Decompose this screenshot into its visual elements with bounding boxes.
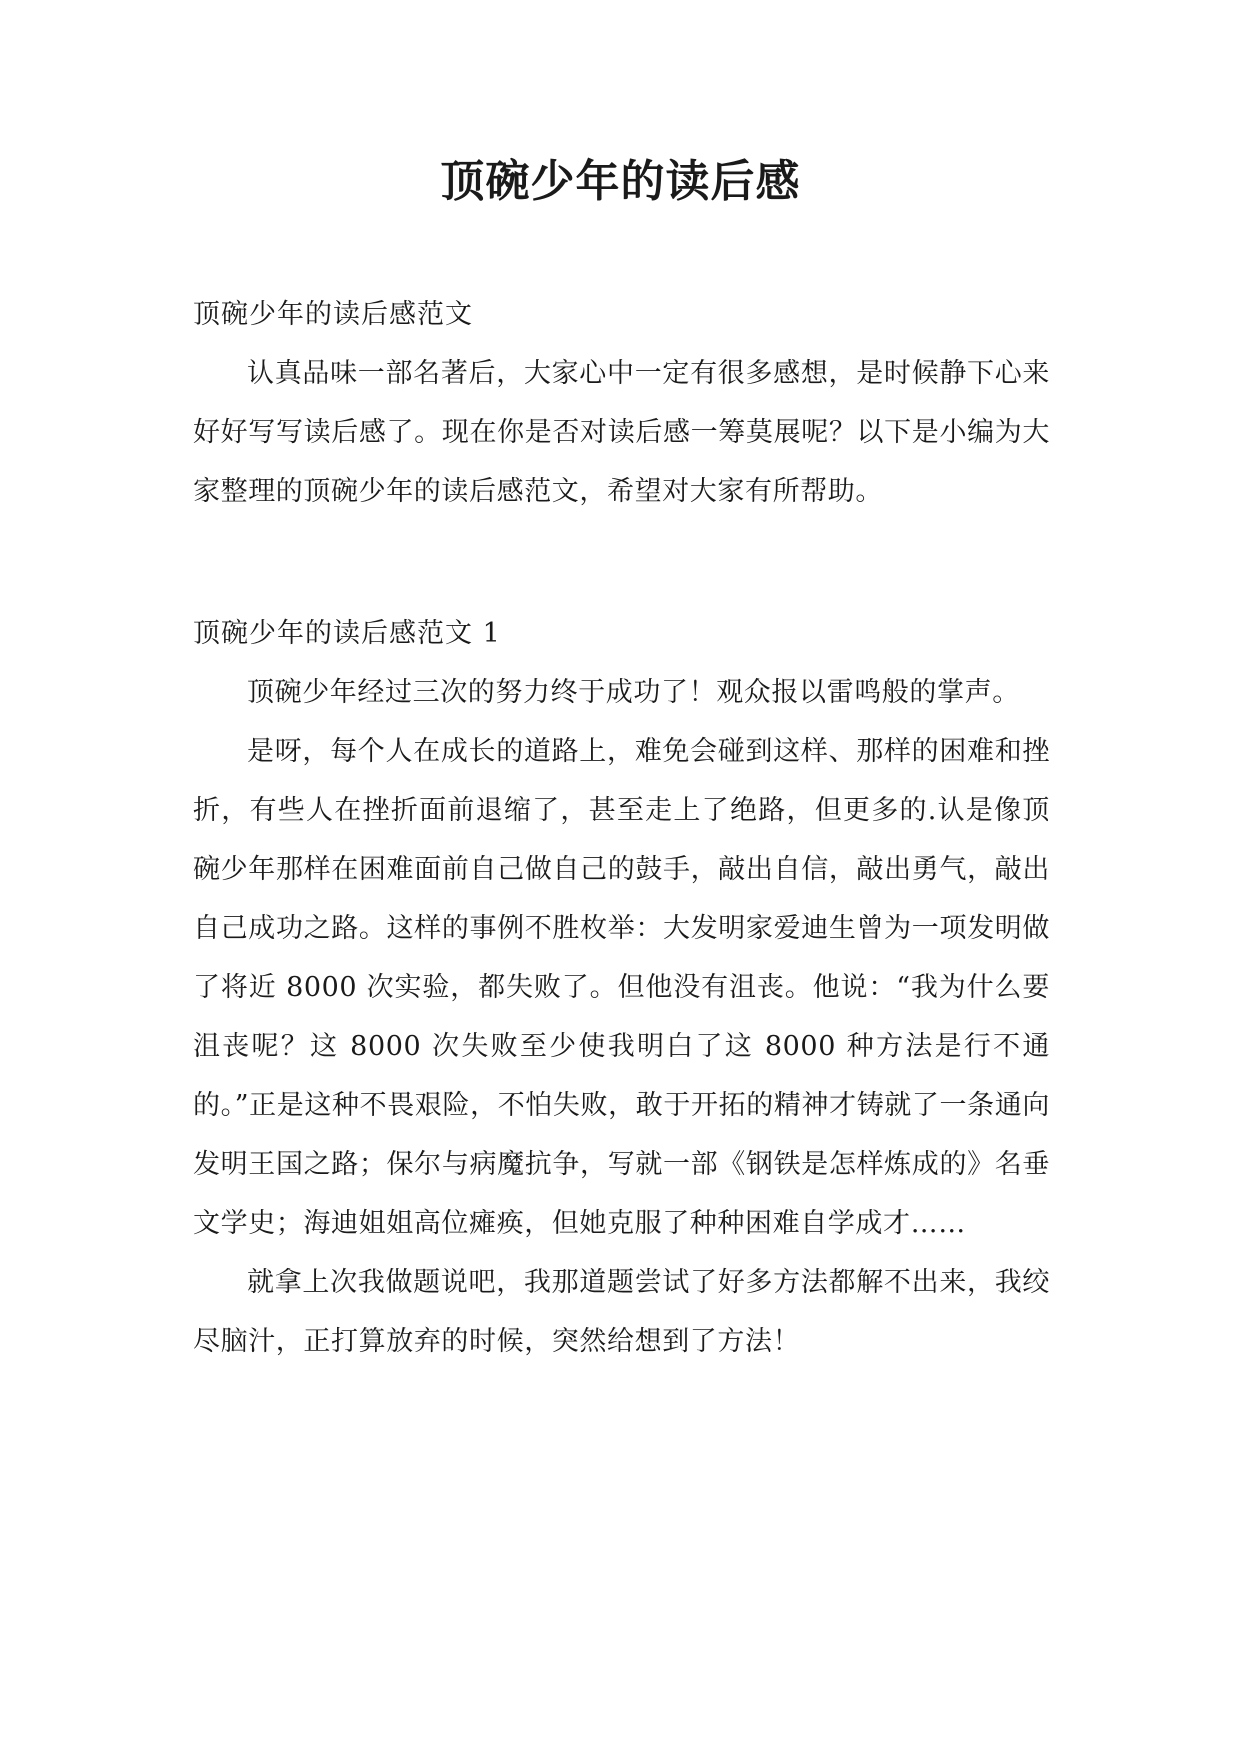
section1-heading: 顶碗少年的读后感范文 1 (193, 618, 501, 649)
section-spacer (193, 521, 1050, 604)
section1-paragraph-3: 就拿上次我做题说吧，我那道题尝试了好多方法都解不出来，我绞尽脑汁，正打算放弃的时候，突然给想到了方法！ (193, 1267, 1050, 1357)
intro-paragraph: 认真品味一部名著后，大家心中一定有很多感想，是时候静下心来好好写写读后感了。现在你是否对读后感一筹莫展呢？以下是小编为大家整理的顶碗少年的读后感范文，希望对大家有所帮助。 (193, 358, 1050, 507)
section1-paragraph-1: 顶碗少年经过三次的努力终于成功了！观众报以雷鸣般的掌声。 (247, 677, 1020, 708)
document-body (193, 285, 1050, 1371)
document-title: 顶碗少年的读后感 (440, 156, 801, 207)
section1-paragraph-2: 是呀，每个人在成长的道路上，难免会碰到这样、那样的困难和挫折，有些人在挫折面前退缩了，甚至走上了绝路，但更多的.认是像顶碗少年那样在困难面前自己做自己的鼓手，敲出自信，敲出勇气，敲出自己成功之路。这样的事例不胜枚举：大发明家爱迪生曾为一项发明做了将近 8000 次实验，都失败了。但他没有沮丧。他说：“我为什么要沮丧呢？这 8000 次失败至少使我明白了这 8000 种方法是行不通的。”正是这种不畏艰险，不怕失败，敢于开拓的精神才铸就了一条通向发明王国之路；保尔与病魔抗争，写就一部《钢铁是怎样炼成的》名垂文学史；海迪姐姐高位瘫痪，但她克服了种种困难自学成才…… (193, 736, 1050, 1239)
intro-heading: 顶碗少年的读后感范文 (193, 299, 473, 330)
